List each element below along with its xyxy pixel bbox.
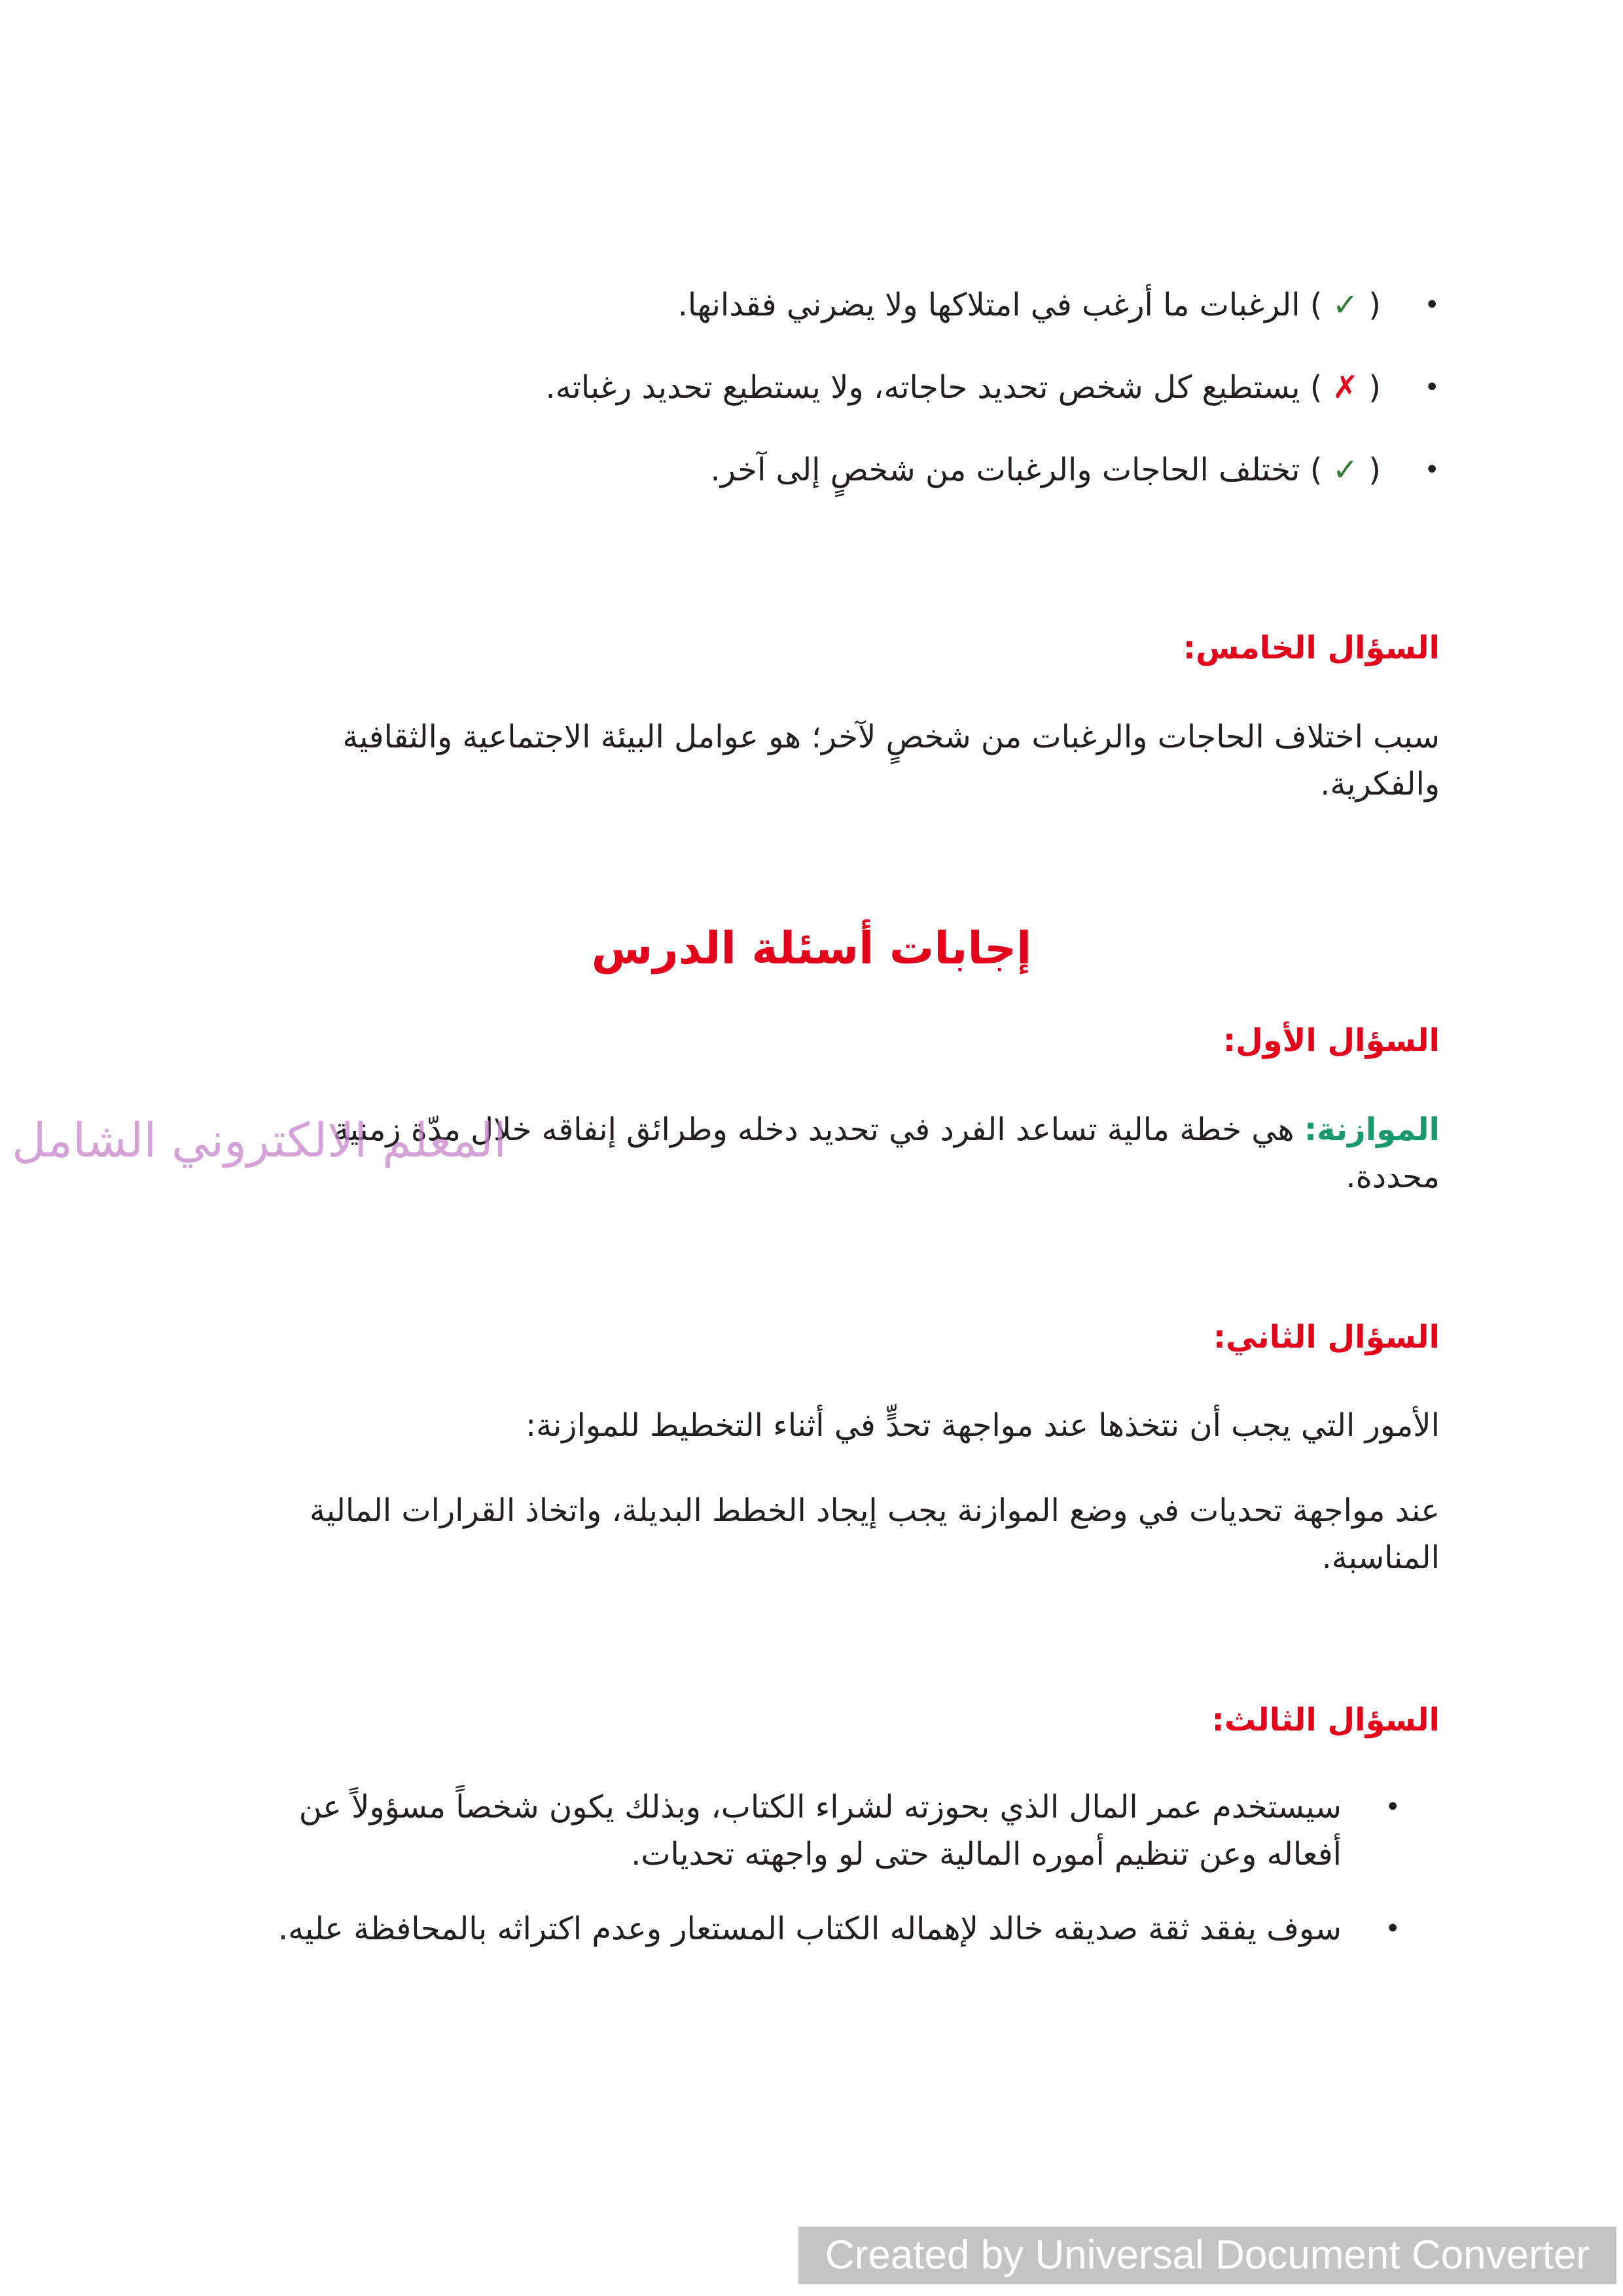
page-title: إجابات أسئلة الدرس [591, 923, 1032, 975]
q3-answers [249, 1784, 1440, 1952]
check-mark-icon: ✓ [1332, 452, 1359, 488]
list-item [249, 1784, 1440, 1878]
bullet-icon: • [1385, 1914, 1400, 1944]
q5-answer: سبب اختلاف الحاجات والرغبات من شخصٍ لآخر؛ هو عوامل البيئة الاجتماعية والثقافية والفكرية. [342, 719, 1440, 802]
q2-intro: الأمور التي يجب أن نتخذها عند مواجهة تحدٍّ في أثناء التخطيط للموازنة: [526, 1407, 1440, 1444]
list-item-text: سيستخدم عمر المال الذي بحوزته لشراء الكتاب، وبذلك يكون شخصاً مسؤولاً عن أفعاله وعن تنظيم أموره المالية حتى لو واجهته تحديات. [298, 1789, 1342, 1873]
watermark: المعلم الالكتروني الشامل [12, 1113, 507, 1168]
q1-definition: هي خطة مالية تساعد الفرد في تحديد دخله وطرائق إنفاقه خلال مدّة زمنية محددة. [333, 1111, 1440, 1195]
list-item: • ( ✗ ) يستطيع كل شخص تحديد حاجاته، ولا يستطيع تحديد رغباته. [327, 364, 1440, 411]
bullet-icon: • [1424, 372, 1440, 403]
list-item-text: يستطيع كل شخص تحديد حاجاته، ولا يستطيع تحديد رغباته. [545, 369, 1300, 406]
q3-heading: السؤال الثالث: [1211, 1702, 1440, 1738]
q2-answer: عند مواجهة تحديات في وضع الموازنة يجب إيجاد الخطط البديلة، واتخاذ القرارات المالية المناسبة. [309, 1492, 1440, 1576]
q5-heading: السؤال الخامس: [1183, 630, 1440, 666]
list-item-text: سوف يفقد ثقة صديقه خالد لإهماله الكتاب المستعار وعدم اكتراثه بالمحافظة عليه. [277, 1910, 1342, 1947]
checklist [327, 281, 1440, 493]
budget-term: الموازنة: [1304, 1111, 1440, 1148]
list-item [249, 1905, 1440, 1952]
bullet-icon: • [1424, 290, 1440, 320]
list-item: • ( ✓ ) تختلف الحاجات والرغبات من شخصٍ إلى آخر. [327, 446, 1440, 493]
q3-list [249, 1784, 1440, 1952]
q2-heading: السؤال الثاني: [1213, 1319, 1440, 1355]
cross-mark-icon: ✗ [1332, 369, 1359, 406]
converter-footer-badge: Created by Universal Document Converter [798, 2227, 1616, 2284]
list-item-text: تختلف الحاجات والرغبات من شخصٍ إلى آخر. [710, 452, 1300, 488]
check-mark-icon: ✓ [1332, 287, 1359, 323]
list-item: • ( ✓ ) الرغبات ما أرغب في امتلاكها ولا يضرني فقدانها. [327, 281, 1440, 329]
q1-heading: السؤال الأول: [1222, 1022, 1440, 1059]
bullet-icon: • [1424, 455, 1440, 485]
true-false-list [327, 281, 1440, 493]
list-item-text: الرغبات ما أرغب في امتلاكها ولا يضرني فقدانها. [677, 287, 1300, 323]
bullet-icon: • [1385, 1792, 1400, 1822]
